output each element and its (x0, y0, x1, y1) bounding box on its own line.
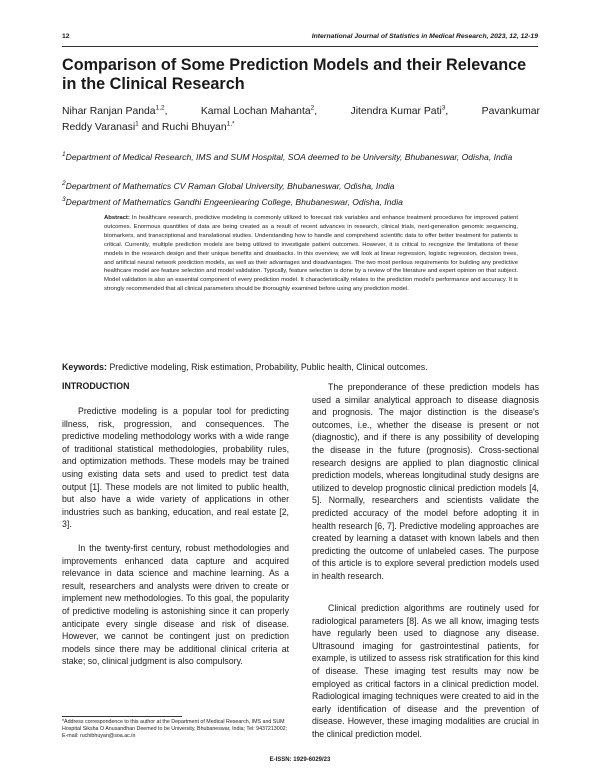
body-paragraph: Clinical prediction algorithms are routinely used for radiological parameters [8]. As we all know, imaging tests have regularly been used to diagnose any disease. Ultrasound imaging for gastrointestinal patients, for example, is utilized to assess risk stratification for this kind of disease. These imaging test results may now be employed as critical factors in a clinical prediction model. Radiological imaging techniques were created to aid in the early identification of disease and the prevention of disease. However, these imaging modalities are crucial in the clinical prediction model. (312, 603, 539, 739)
footnote-rule (62, 716, 182, 717)
section-heading: INTRODUCTION (62, 381, 130, 391)
issn-footer: E-ISSN: 1929-6029/23 (269, 757, 331, 763)
author: Reddy Varanasi$^1$ (62, 120, 139, 133)
keywords-text: Predictive modeling, Risk estimation, Probability, Public health, Clinical outcomes. (109, 362, 428, 372)
left-column (62, 405, 289, 531)
correspondence-footnote: *Address correspondence to this author at the Department of Medical Research, IMS and SUM Hospital Siksha O Anusandhan Deemed to be University, Bhubaneswar, India; Tel: 9437213002; E-mail: ruchibhuyan@soa.ac.in (62, 719, 288, 740)
right-column (312, 602, 539, 741)
abstract-text: In healthcare research, predictive modeling is commonly utilized to forecast risk variables and enhance treatment procedures for improved patient outcomes. Enormous quantities of data are being created as a result of recent advances in research, clinical trials, next-generation genomic sequencing, biomarkers, and transcriptional and translational studies. Understanding how to handle and comprehend scientific data to offer better treatment for patients is critical. Currently, multiple prediction models are being utilized to investigate patient outcomes. However, it is critical to recognize the limitations of these models in the research design and their unique benefits and drawbacks. In this overview, we will look at linear regression, logistic regression, decision trees, and artificial neural network prediction models, as well as their advantages and disadvantages. The two most perilous requirements for building any predictive healthcare model are feature selection and model validation. Typically, feature selection is done by a review of the literature and expert opinion on that subject. Model validation is also an essential component of every prediction model. It characteristically relates to the prediction model's performance and accuracy. It is strongly recommended that all clinical parameters should be thoroughly examined before using any prediction model. (104, 215, 519, 293)
author: Nihar Ranjan Panda$^{1,2}$, (62, 104, 168, 117)
journal-citation: International Journal of Statistics in Medical Research, 2023, 12, 12-19 (311, 33, 538, 40)
right-column (312, 381, 539, 583)
keywords-label: Keywords: (62, 362, 107, 372)
body-paragraph: In the twenty-first century, robust methodologies and improvements enhanced data capture and acquired relevance in data science and machine learning. As a result, researchers and analysts were driven to create or implement new methodologies. To this goal, the popularity of predictive modeling is astonishing since it can properly anticipate every single disease and risk of disease. However, we cannot be contingent just on prediction models since there may be additional clinical criteria at stake; so, clinical judgment is also compulsory. (62, 543, 289, 667)
abstract-label: Abstract: (104, 215, 130, 221)
author: Pavankumar (481, 106, 540, 117)
author: Kamal Lochan Mahanta$^2$, (200, 104, 318, 117)
keywords (62, 362, 540, 373)
body-paragraph: The preponderance of these prediction models has used a similar analytical approach to disease diagnosis and prognosis. The major distinction is the disease's outcomes, i.e., whether the disease is present or not (diagnostic), and if there is any possibility of developing the disease in the future (prognosis). Cross-sectional research designs are applied to plan diagnostic clinical prediction models, whereas longitudinal study designs are utilized to develop prognostic clinical prediction models [4, 5]. Normally, researchers and scientists validate the predicted accuracy of the model before adopting it in health research [6, 7]. Predictive modeling approaches are created by learning a dataset with known labels and then predicting the outcome of unlabeled cases. The purpose of this article is to explore several prediction models used in health research. (312, 382, 539, 581)
author-list: Nihar Ranjan Panda$^{1,2}$, Kamal Lochan Mahanta$^2$, Jitendra Kumar Pati$^3$, Pavankumar Reddy Varanasi$^1$ and Ruchi Bhuyan$^{1,*}$ (62, 104, 540, 133)
abstract (104, 214, 518, 294)
affiliation: $^2$Department of Mathematics CV Raman Global University, Bhubaneswar, Odisha, India (62, 180, 395, 191)
affiliation: $^3$Department of Mathematics Gandhi Engeeniearing College, Bhubaneswar, Odisha, India (62, 196, 403, 207)
paper-title: Comparison of Some Prediction Models and their Relevance in the Clinical Research (62, 56, 527, 93)
author: Ruchi Bhuyan$^{1,*}$ (161, 120, 235, 133)
page-number: 12 (62, 33, 70, 40)
running-header (62, 33, 538, 45)
body-paragraph: Predictive modeling is a popular tool for predicting illness, risk, progression, and consequences. The predictive modeling methodology works with a wide range of traditional statistical methodologies, probability rules, and optimization methods. These models may be trained using existing data sets and used to predict test data output [1]. These models are not limited to public health, but also have a wide variety of applications in other industries such as banking, education, and real estate [2, 3]. (62, 406, 289, 530)
header-rule (62, 46, 538, 47)
author: Jitendra Kumar Pati$^3$, (350, 104, 449, 117)
left-column (62, 542, 289, 668)
affiliation: $^1$Department of Medical Research, IMS and SUM Hospital, SOA deemed to be University, Bhubaneswar, Odisha, India (62, 151, 513, 162)
